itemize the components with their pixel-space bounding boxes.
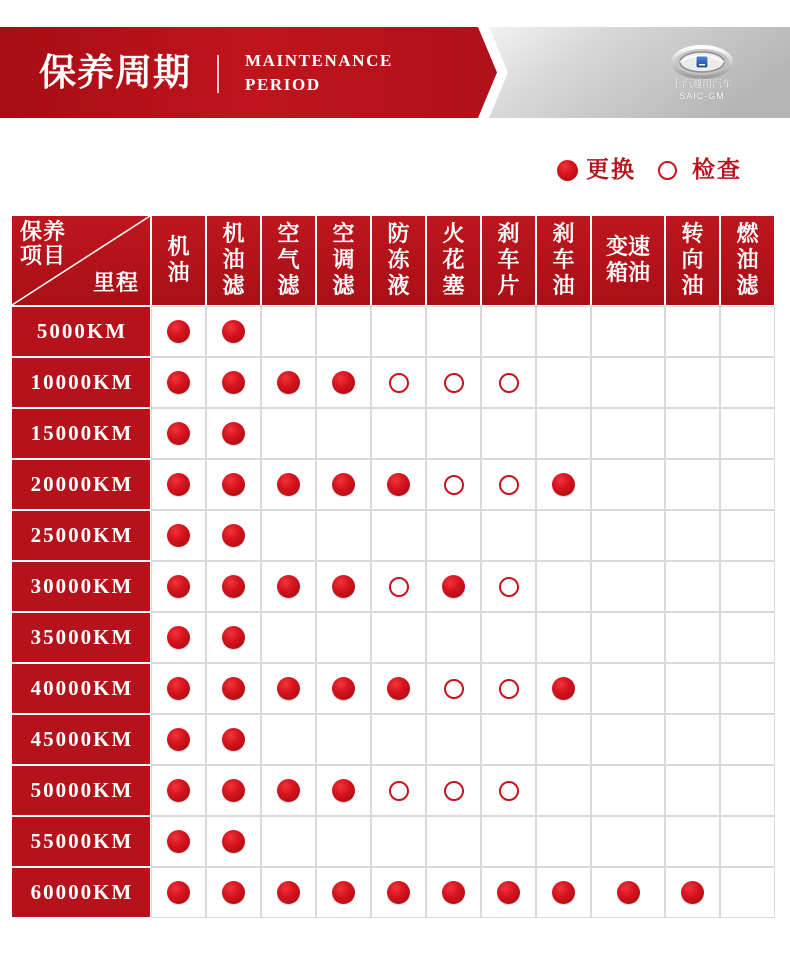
maintenance-table [12, 216, 774, 917]
filled-circle-icon [332, 575, 355, 598]
column-header-label: 机 [167, 234, 190, 260]
filled-circle-icon [277, 575, 300, 598]
table-cell [427, 868, 480, 917]
table-cell [207, 613, 260, 662]
english-title-line-2: PERIOD [245, 75, 321, 94]
column-header-label: 气 [277, 247, 300, 273]
table-cell [666, 409, 719, 458]
table-cell [537, 766, 590, 815]
filled-circle-icon [222, 626, 245, 649]
table-cell [152, 664, 205, 713]
table-corner-header [12, 216, 150, 305]
mileage-label: 60000KM [12, 868, 150, 917]
mileage-label: 35000KM [12, 613, 150, 662]
hollow-circle-icon [389, 373, 409, 393]
column-header-label: 车 [552, 247, 575, 273]
table-cell [482, 817, 535, 866]
filled-circle-icon [222, 779, 245, 802]
table-cell [482, 562, 535, 611]
filled-circle-icon [167, 626, 190, 649]
column-header-label: 空 [332, 221, 355, 247]
table-cell [207, 766, 260, 815]
table-cell [152, 358, 205, 407]
mileage-label: 10000KM [12, 358, 150, 407]
table-cell [537, 868, 590, 917]
table-cell [592, 460, 664, 509]
mileage-label: 15000KM [12, 409, 150, 458]
filled-circle-icon [167, 371, 190, 394]
table-cell [372, 358, 425, 407]
table-cell [721, 358, 774, 407]
table-cell [427, 511, 480, 560]
table-cell [721, 511, 774, 560]
table-cell [317, 715, 370, 764]
table-cell [666, 766, 719, 815]
filled-circle-icon [387, 473, 410, 496]
english-title-line-1: MAINTENANCE [245, 51, 393, 70]
table-cell [721, 817, 774, 866]
table-cell [537, 715, 590, 764]
mileage-label: 20000KM [12, 460, 150, 509]
table-cell [482, 358, 535, 407]
table-cell [262, 358, 315, 407]
table-cell [482, 307, 535, 356]
filled-circle-icon [222, 473, 245, 496]
table-cell [721, 460, 774, 509]
table-cell [537, 307, 590, 356]
table-cell [317, 511, 370, 560]
filled-circle-icon [222, 575, 245, 598]
table-cell [152, 613, 205, 662]
table-cell [372, 817, 425, 866]
column-header-label: 转 [681, 221, 704, 247]
column-header-label: 火 [442, 221, 465, 247]
table-cell [427, 715, 480, 764]
hollow-circle-icon [444, 475, 464, 495]
hollow-circle-icon [444, 781, 464, 801]
table-cell [262, 460, 315, 509]
column-header [666, 216, 719, 305]
mileage-label: 50000KM [12, 766, 150, 815]
filled-circle-icon [167, 881, 190, 904]
table-cell [666, 307, 719, 356]
column-header-label: 刹 [497, 221, 520, 247]
table-cell [262, 868, 315, 917]
table-cell [537, 817, 590, 866]
table-cell [207, 511, 260, 560]
table-cell [262, 307, 315, 356]
mileage-label: 45000KM [12, 715, 150, 764]
table-cell [537, 358, 590, 407]
table-cell [592, 307, 664, 356]
table-cell [537, 562, 590, 611]
column-header-label: 滤 [277, 273, 300, 299]
column-header [592, 216, 664, 305]
column-header-label: 机 [222, 221, 245, 247]
filled-circle-icon [167, 779, 190, 802]
column-header-label: 空 [277, 221, 300, 247]
table-cell [482, 460, 535, 509]
column-header-label: 片 [497, 273, 520, 299]
filled-circle-icon [497, 881, 520, 904]
column-header-label: 箱油 [605, 260, 650, 286]
table-cell [317, 613, 370, 662]
filled-circle-icon [222, 371, 245, 394]
table-cell [207, 409, 260, 458]
table-cell [592, 511, 664, 560]
english-title [245, 49, 393, 97]
filled-circle-icon [332, 473, 355, 496]
table-cell [482, 613, 535, 662]
table-cell [482, 766, 535, 815]
table-cell [427, 460, 480, 509]
table-cell [482, 409, 535, 458]
column-header-label: 花 [442, 247, 465, 273]
table-cell [666, 562, 719, 611]
table-cell [427, 613, 480, 662]
filled-circle-icon [277, 473, 300, 496]
column-header-label: 油 [222, 247, 245, 273]
filled-circle-icon [222, 524, 245, 547]
table-cell [372, 511, 425, 560]
column-header-label: 车 [497, 247, 520, 273]
table-cell [207, 358, 260, 407]
column-header-label: 滤 [736, 273, 759, 299]
table-cell [152, 562, 205, 611]
table-cell [482, 868, 535, 917]
table-cell [262, 511, 315, 560]
hollow-circle-icon [499, 475, 519, 495]
table-cell [427, 358, 480, 407]
column-header [721, 216, 774, 305]
hollow-circle-icon [389, 781, 409, 801]
filled-circle-icon [167, 524, 190, 547]
filled-circle-icon [222, 881, 245, 904]
table-cell [207, 562, 260, 611]
brand-logo [664, 41, 740, 113]
table-cell [721, 562, 774, 611]
filled-circle-icon [332, 881, 355, 904]
column-header-label: 变速 [605, 234, 650, 260]
table-cell [207, 868, 260, 917]
table-cell [427, 562, 480, 611]
filled-circle-icon [442, 575, 465, 598]
mileage-label: 40000KM [12, 664, 150, 713]
table-cell [592, 766, 664, 815]
table-cell [317, 409, 370, 458]
filled-circle-icon [387, 677, 410, 700]
saic-gm-logo-icon [670, 45, 734, 79]
table-cell [152, 307, 205, 356]
table-cell [152, 460, 205, 509]
table-cell [372, 766, 425, 815]
brand-name-en: SAIC-GM [679, 91, 725, 101]
table-cell [152, 817, 205, 866]
table-cell [666, 460, 719, 509]
column-header-label: 调 [332, 247, 355, 273]
table-cell [317, 307, 370, 356]
column-header [372, 216, 425, 305]
column-header-label: 油 [681, 273, 704, 299]
column-header-label: 塞 [442, 273, 465, 299]
column-header [262, 216, 315, 305]
table-cell [372, 460, 425, 509]
table-cell [262, 613, 315, 662]
filled-circle-icon [442, 881, 465, 904]
corner-mileage-label: 里程 [93, 271, 140, 296]
table-cell [427, 409, 480, 458]
table-cell [721, 307, 774, 356]
legend-check-label: 检查 [692, 157, 742, 183]
table-cell [482, 715, 535, 764]
table-cell [372, 664, 425, 713]
table-cell [372, 868, 425, 917]
table-cell [482, 511, 535, 560]
corner-item-line-1: 保养 [20, 220, 67, 245]
column-header-label: 液 [387, 273, 410, 299]
table-cell [372, 562, 425, 611]
filled-circle-icon [277, 677, 300, 700]
filled-circle-icon [681, 881, 704, 904]
table-cell [721, 664, 774, 713]
table-cell [721, 868, 774, 917]
column-header [152, 216, 205, 305]
table-cell [152, 868, 205, 917]
table-cell [721, 715, 774, 764]
table-cell [427, 307, 480, 356]
filled-circle-icon [617, 881, 640, 904]
table-cell [262, 664, 315, 713]
filled-circle-icon [277, 779, 300, 802]
column-header-label: 向 [681, 247, 704, 273]
corner-item-line-2: 项目 [20, 244, 67, 269]
column-header [427, 216, 480, 305]
table-cell [537, 613, 590, 662]
mileage-label: 55000KM [12, 817, 150, 866]
table-cell [372, 409, 425, 458]
table-cell [152, 715, 205, 764]
table-cell [317, 817, 370, 866]
table-cell [372, 613, 425, 662]
table-cell [317, 460, 370, 509]
table-cell [537, 664, 590, 713]
filled-circle-icon [332, 677, 355, 700]
column-header-label: 滤 [222, 273, 245, 299]
table-cell [666, 868, 719, 917]
title-divider [217, 55, 219, 93]
filled-circle-icon [552, 677, 575, 700]
filled-circle-icon [332, 371, 355, 394]
table-cell [721, 409, 774, 458]
filled-circle-icon [167, 575, 190, 598]
table-cell [152, 766, 205, 815]
filled-circle-icon [552, 881, 575, 904]
filled-circle-icon [222, 830, 245, 853]
legend-replace-label: 更换 [586, 157, 636, 183]
table-cell [207, 715, 260, 764]
mileage-label: 5000KM [12, 307, 150, 356]
filled-circle-icon [277, 881, 300, 904]
table-cell [317, 562, 370, 611]
table-cell [592, 664, 664, 713]
table-cell [317, 664, 370, 713]
filled-circle-icon [167, 728, 190, 751]
hollow-circle-icon [499, 577, 519, 597]
table-cell [666, 511, 719, 560]
filled-circle-icon [332, 779, 355, 802]
table-cell [537, 409, 590, 458]
filled-circle-icon [167, 422, 190, 445]
table-cell [207, 307, 260, 356]
mileage-label: 25000KM [12, 511, 150, 560]
column-header-label: 防 [387, 221, 410, 247]
filled-circle-icon [222, 677, 245, 700]
table-cell [592, 613, 664, 662]
table-cell [317, 358, 370, 407]
column-header-label: 滤 [332, 273, 355, 299]
column-header-label: 冻 [387, 247, 410, 273]
header-banner [0, 27, 790, 118]
table-cell [592, 358, 664, 407]
table-cell [262, 562, 315, 611]
corner-item-label [20, 221, 66, 269]
table-cell [537, 460, 590, 509]
table-cell [592, 409, 664, 458]
table-cell [262, 817, 315, 866]
table-cell [666, 817, 719, 866]
column-header [537, 216, 590, 305]
filled-circle-icon [167, 677, 190, 700]
table-cell [537, 511, 590, 560]
table-cell [666, 715, 719, 764]
filled-circle-icon [167, 830, 190, 853]
page-title: 保养周期 [39, 51, 191, 94]
column-header-label: 燃 [736, 221, 759, 247]
table-cell [152, 409, 205, 458]
column-header-label: 刹 [552, 221, 575, 247]
table-cell [666, 358, 719, 407]
table-cell [592, 868, 664, 917]
column-header [317, 216, 370, 305]
table-cell [317, 868, 370, 917]
filled-circle-icon [277, 371, 300, 394]
table-cell [372, 307, 425, 356]
table-cell [592, 562, 664, 611]
column-header [482, 216, 535, 305]
hollow-circle-icon [499, 373, 519, 393]
table-cell [721, 766, 774, 815]
table-cell [207, 817, 260, 866]
filled-circle-icon [552, 473, 575, 496]
table-cell [592, 817, 664, 866]
table-cell [207, 664, 260, 713]
table-cell [152, 511, 205, 560]
column-header [207, 216, 260, 305]
hollow-circle-icon [499, 679, 519, 699]
brand-name-cn: 上汽通用汽车 [672, 79, 732, 90]
filled-circle-icon [167, 473, 190, 496]
hollow-circle-icon [389, 577, 409, 597]
table-cell [427, 664, 480, 713]
hollow-circle-icon [658, 161, 677, 180]
table-cell [482, 664, 535, 713]
hollow-circle-icon [499, 781, 519, 801]
filled-circle-icon [222, 422, 245, 445]
hollow-circle-icon [444, 679, 464, 699]
table-cell [207, 460, 260, 509]
table-cell [721, 613, 774, 662]
mileage-label: 30000KM [12, 562, 150, 611]
filled-circle-icon [557, 160, 578, 181]
filled-circle-icon [387, 881, 410, 904]
table-cell [427, 817, 480, 866]
table-cell [262, 766, 315, 815]
table-cell [666, 664, 719, 713]
filled-circle-icon [167, 320, 190, 343]
table-cell [372, 715, 425, 764]
filled-circle-icon [222, 320, 245, 343]
column-header-label: 油 [167, 260, 190, 286]
table-cell [592, 715, 664, 764]
filled-circle-icon [222, 728, 245, 751]
hollow-circle-icon [444, 373, 464, 393]
table-cell [666, 613, 719, 662]
column-header-label: 油 [736, 247, 759, 273]
table-cell [427, 766, 480, 815]
table-cell [262, 409, 315, 458]
table-cell [262, 715, 315, 764]
table-cell [317, 766, 370, 815]
column-header-label: 油 [552, 273, 575, 299]
